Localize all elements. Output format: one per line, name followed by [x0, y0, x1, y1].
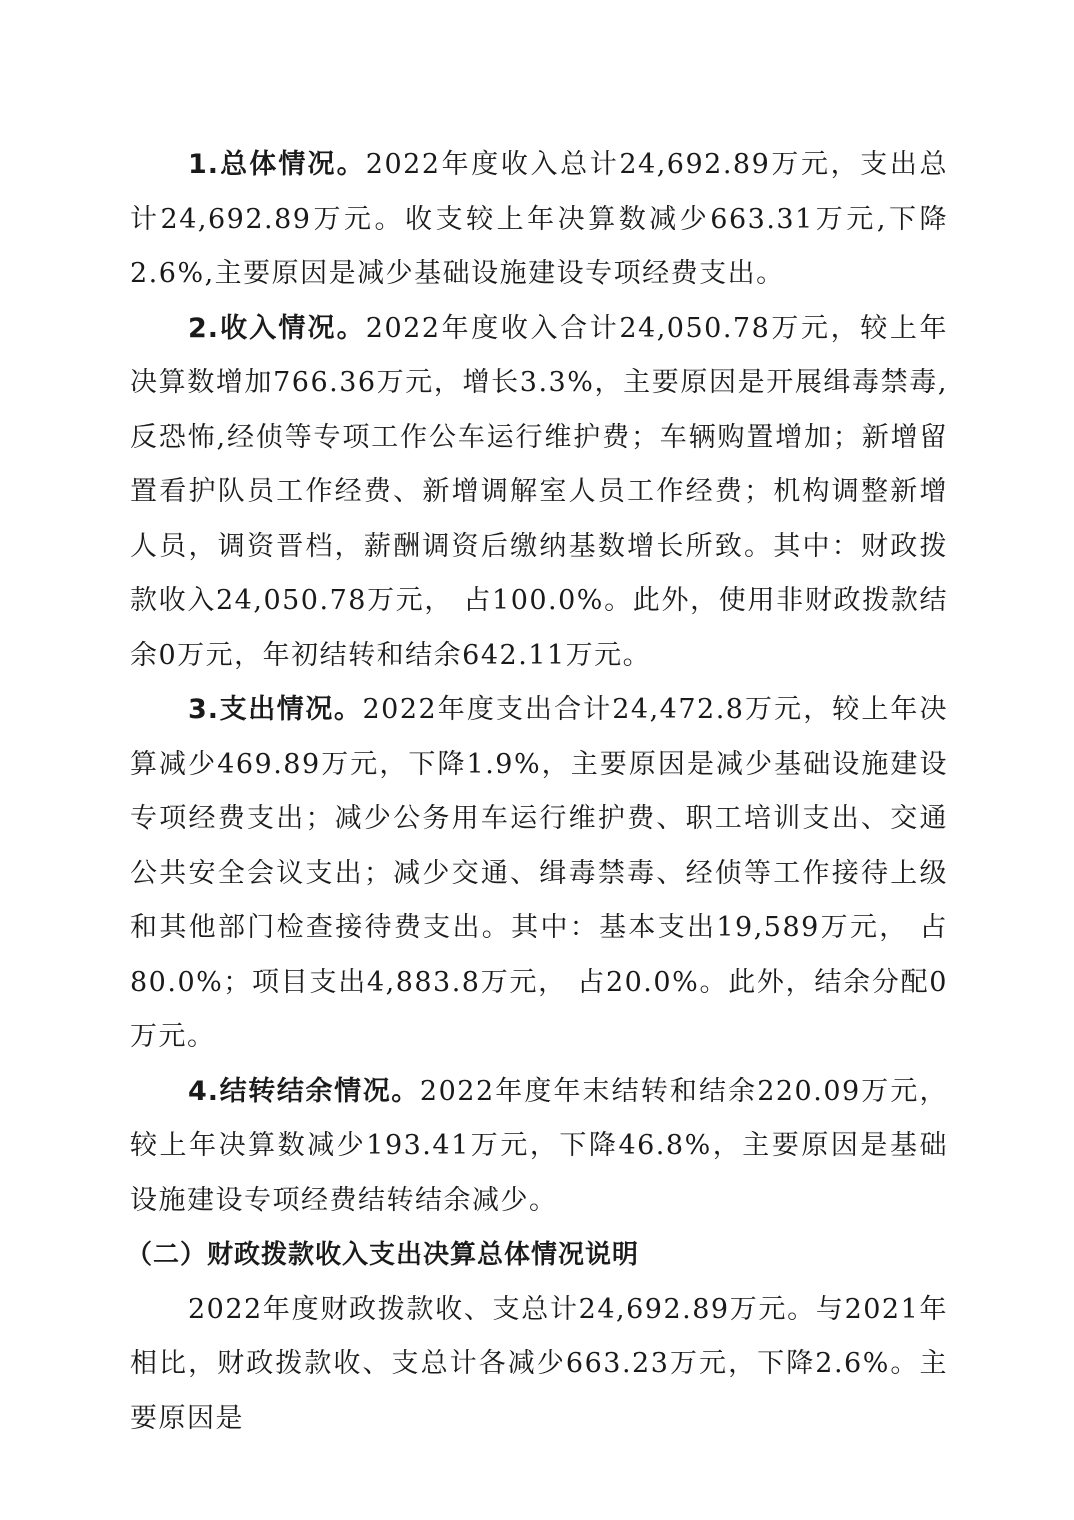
paragraph-carryover: [130, 1065, 948, 1229]
paragraph-lead: 3.支出情况。: [188, 694, 363, 725]
paragraph-overall: [130, 138, 948, 302]
paragraph-lead: 2.收入情况。: [188, 312, 366, 344]
paragraph-text: 2022年度支出合计24,472.8万元，较上年决算减少469.89万元，下降1.9%，主要原因是减少基础设施建设专项经费支出；减少公务用车运行维护费、职工培训支出、交通公共安全会议支出；减少交通、缉毒禁毒、经侦等工作接待上级和其他部门检查接待费支出。其中：基本支出19,589万元， 占80.0%；项目支出4,883.8万元， 占20.0%。此外，结余分配0万元。: [130, 694, 948, 1052]
paragraph-fiscal-summary: 2022年度财政拨款收、支总计24,692.89万元。与2021年相比，财政拨款收、支总计各减少663.23万元，下降2.6%。主要原因是: [130, 1293, 948, 1434]
paragraph-lead: 4.结转结余情况。: [188, 1075, 420, 1107]
section-heading: （二）财政拨款收入支出决算总体情况说明: [126, 1240, 640, 1270]
paragraph-text: 2022年度收入合计24,050.78万元，较上年决算数增加766.36万元，增长3.3%，主要原因是开展缉毒禁毒,反恐怖,经侦等专项工作公车运行维护费；车辆购置增加；新增留置看护队员工作经费、新增调解室人员工作经费；机构调整新增人员，调资晋档，薪酬调资后缴纳基数增长所致。其中：财政拨款收入24,050.78万元， 占100.0%。此外，使用非财政拨款结余0万元，年初结转和结余642.11万元。: [130, 312, 948, 671]
paragraph-text: 2022年度收入总计24,692.89万元，支出总计24,692.89万元。收支较上年决算数减少663.31万元,下降2.6%,主要原因是减少基础设施建设专项经费支出。: [130, 149, 948, 289]
paragraph-income: [130, 302, 948, 684]
paragraph-text: 2022年度年末结转和结余220.09万元，较上年决算数减少193.41万元，下降46.8%，主要原因是基础设施建设专项经费结转结余减少。: [130, 1075, 948, 1216]
document-page: [126, 138, 948, 1446]
paragraph-lead: 1.总体情况。: [188, 149, 366, 180]
paragraph-expenditure: [130, 683, 948, 1065]
